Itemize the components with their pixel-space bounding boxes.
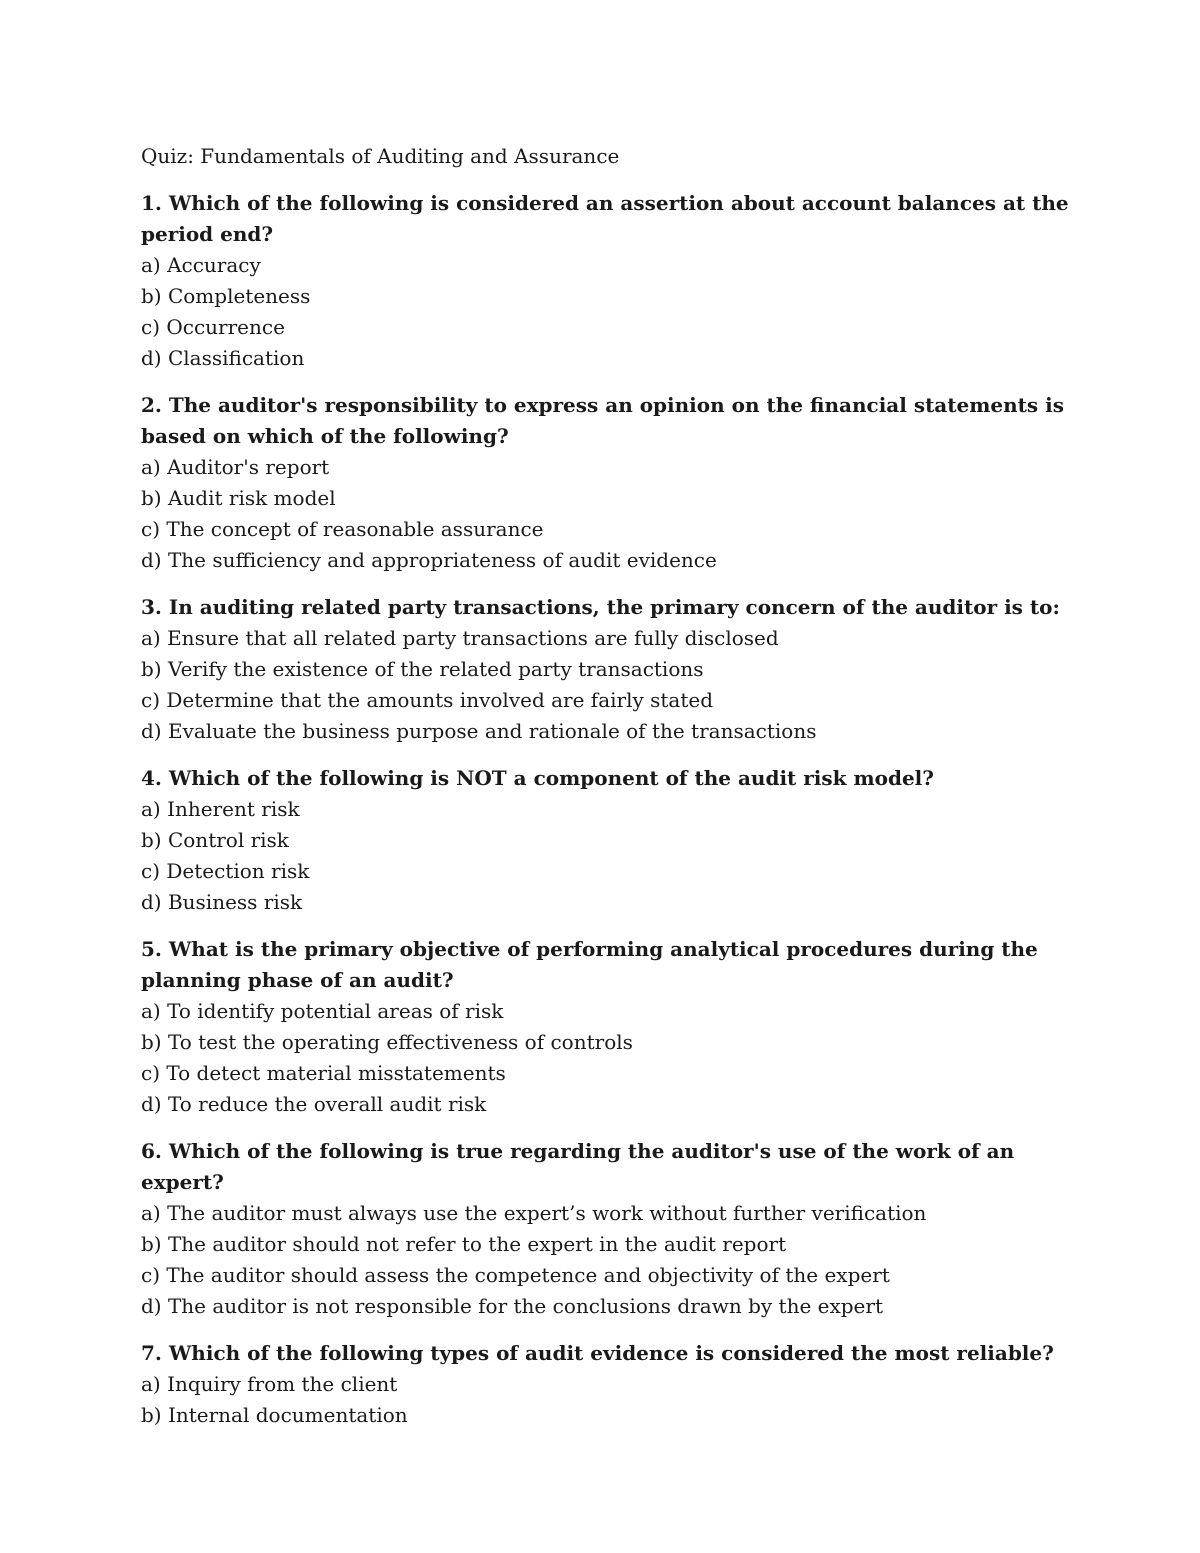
- question-1-option-b: b) Completeness: [141, 284, 311, 308]
- question-2-text: 2. The auditor's responsibility to express an opinion on the financial statements is based on which of the following?: [141, 393, 1064, 448]
- question-4: [141, 763, 1071, 918]
- question-5-text: 5. What is the primary objective of performing analytical procedures during the planning phase of an audit?: [141, 937, 1038, 992]
- question-3-stem: [141, 592, 1071, 654]
- question-2-option-c: c) The concept of reasonable assurance: [141, 517, 544, 541]
- question-6-option-d: d) The auditor is not responsible for the conclusions drawn by the expert: [141, 1294, 883, 1318]
- question-3-option-a: a) Ensure that all related party transactions are fully disclosed: [141, 626, 779, 650]
- question-5: [141, 934, 1071, 1120]
- question-1-option-c: c) Occurrence: [141, 315, 285, 339]
- question-3-option-d: d) Evaluate the business purpose and rationale of the transactions: [141, 719, 817, 743]
- question-3-text: 3. In auditing related party transactions, the primary concern of the auditor is to:: [141, 595, 1060, 619]
- question-7-option-a: a) Inquiry from the client: [141, 1372, 398, 1396]
- question-4-option-a: a) Inherent risk: [141, 797, 300, 821]
- question-4-option-b: b) Control risk: [141, 828, 289, 852]
- question-5-option-b: b) To test the operating effectiveness of controls: [141, 1030, 633, 1054]
- question-1-option-a: a) Accuracy: [141, 253, 261, 277]
- question-4-option-c: c) Detection risk: [141, 859, 310, 883]
- question-3-option-c: c) Determine that the amounts involved are fairly stated: [141, 688, 714, 712]
- question-2-option-a: a) Auditor's report: [141, 455, 330, 479]
- question-2-option-b: b) Audit risk model: [141, 486, 336, 510]
- question-5-option-d: d) To reduce the overall audit risk: [141, 1092, 487, 1116]
- question-4-text: 4. Which of the following is NOT a component of the audit risk model?: [141, 766, 934, 790]
- question-7-text: 7. Which of the following types of audit evidence is considered the most reliable?: [141, 1341, 1054, 1365]
- question-6-option-b: b) The auditor should not refer to the expert in the audit report: [141, 1232, 787, 1256]
- question-6-option-a: a) The auditor must always use the expert’s work without further verification: [141, 1201, 927, 1225]
- question-7-option-b: b) Internal documentation: [141, 1403, 408, 1427]
- question-1: [141, 188, 1071, 374]
- question-3: [141, 592, 1071, 747]
- question-1-text: 1. Which of the following is considered an assertion about account balances at the period end?: [141, 191, 1069, 246]
- question-2-option-d: d) The sufficiency and appropriateness of audit evidence: [141, 548, 717, 572]
- question-5-option-a: a) To identify potential areas of risk: [141, 999, 504, 1023]
- question-5-option-c: c) To detect material misstatements: [141, 1061, 506, 1085]
- question-6: [141, 1136, 1071, 1322]
- question-4-option-d: d) Business risk: [141, 890, 303, 914]
- document-body: [141, 141, 1071, 1447]
- question-1-option-d: d) Classification: [141, 346, 305, 370]
- question-6-option-c: c) The auditor should assess the competence and objectivity of the expert: [141, 1263, 890, 1287]
- question-6-text: 6. Which of the following is true regarding the auditor's use of the work of an expert?: [141, 1139, 1015, 1194]
- quiz-title: Quiz: Fundamentals of Auditing and Assurance: [141, 144, 620, 168]
- question-2: [141, 390, 1071, 576]
- question-7: [141, 1338, 1071, 1431]
- question-3-option-b: b) Verify the existence of the related party transactions: [141, 657, 704, 681]
